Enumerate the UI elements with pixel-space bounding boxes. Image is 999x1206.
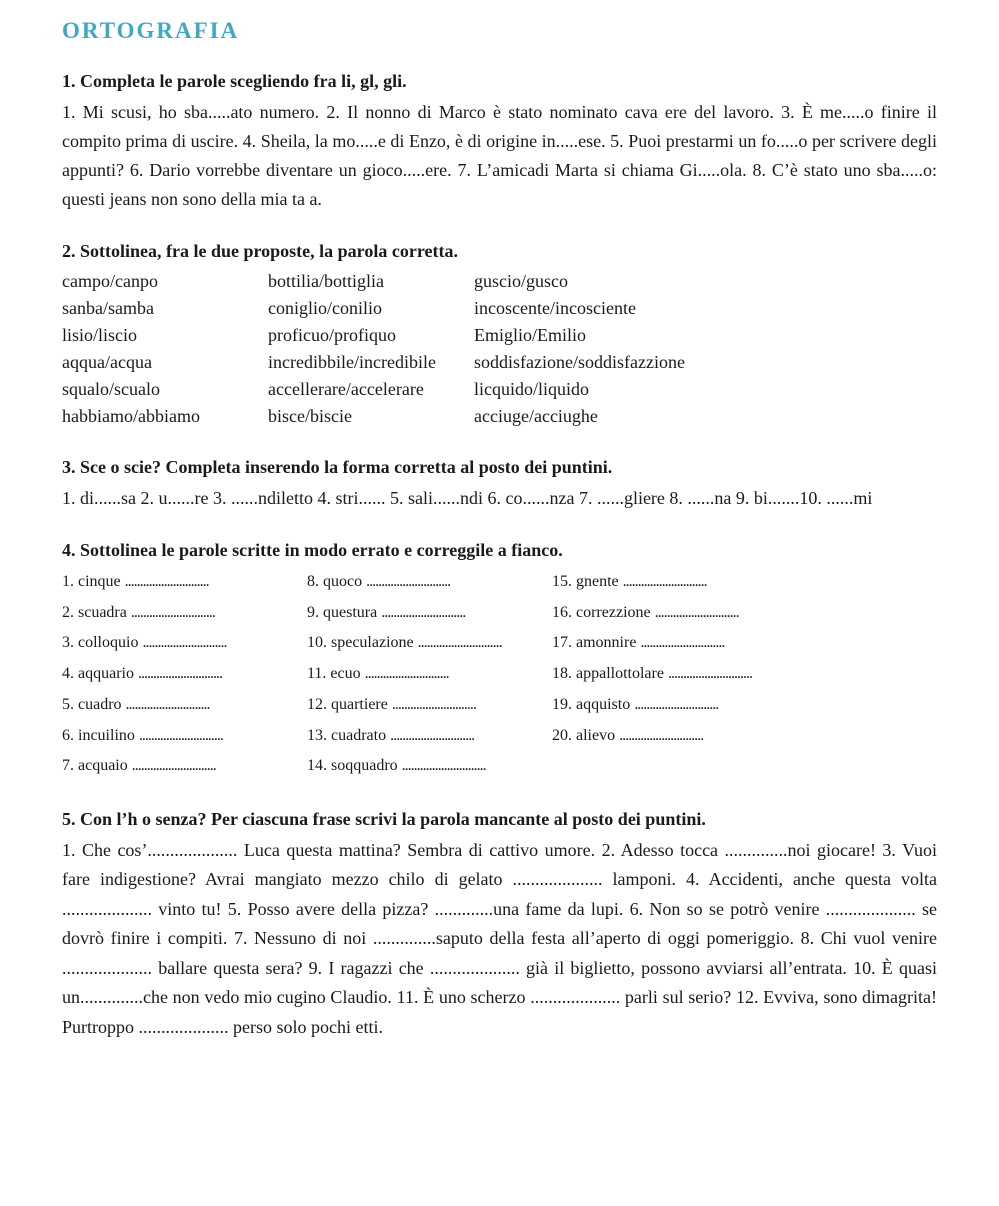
word-item: 18. appallottolare ............................ <box>552 665 752 683</box>
empty-cell <box>552 751 802 782</box>
word-item: 6. incuilino ............................ <box>62 726 223 744</box>
word-pair: Emiglio/Emilio <box>474 325 586 345</box>
word-pair: licquido/liquido <box>474 379 589 399</box>
exercise-5 <box>62 808 937 1043</box>
exercise-3 <box>62 456 937 513</box>
word-item: 1. cinque ............................ <box>62 573 209 590</box>
word-pair: guscio/gusco <box>474 271 568 291</box>
exercise-1-text: 1. Mi scusi, ho sba.....ato numero. 2. Il nonno di Marco è stato nominato cava ere del lavoro. 3. È me.....o finire il compito prima di uscire. 4. Sheila, la mo.....e di Enzo, è di origine in.....ese. 5. Puoi prestarmi un fo.....o per scrivere degli appunti? 6. Dario vorrebbe diventare un gioco.....ere. 7. L’amicadi Marta si chiama Gi.....ola. 8. C’è stato uno sba.....o: questi jeans non sono della mia ta a. <box>62 102 937 209</box>
word-item: 12. quartiere ............................ <box>307 695 476 713</box>
word-pair: squalo/scualo <box>62 379 160 399</box>
word-item: 13. cuadrato ............................ <box>307 726 475 744</box>
word-pair: campo/canpo <box>62 271 158 291</box>
word-item: 10. speculazione ............................ <box>307 634 502 652</box>
word-item: 20. alievo ............................ <box>552 726 704 744</box>
word-item: 7. acquaio ............................ <box>62 757 216 775</box>
word-item: 8. quoco ............................ <box>307 573 451 590</box>
word-pair: acciuge/acciughe <box>474 406 598 426</box>
word-pair: coniglio/conilio <box>268 298 382 318</box>
word-item: 16. correzzione ............................ <box>552 603 739 621</box>
page-title: ORTOGRAFIA <box>62 18 240 43</box>
exercise-1-heading: 1. Completa le parole scegliendo fra li, gl, gli. <box>62 71 407 91</box>
word-item: 5. cuadro ............................ <box>62 695 210 713</box>
exercise-2 <box>62 240 937 430</box>
word-pair: accellerare/accelerare <box>268 379 424 399</box>
exercise-2-word-grid <box>62 268 937 430</box>
exercise-5-heading: 5. Con l’h o senza? Per ciascuna frase scrivi la parola mancante al posto dei puntini. <box>62 808 706 829</box>
word-pair: habbiamo/abbiamo <box>62 406 200 426</box>
word-pair: bottilia/bottiglia <box>268 271 384 291</box>
exercise-3-heading: 3. Sce o scie? Completa inserendo la forma corretta al posto dei puntini. <box>62 457 613 477</box>
exercise-4-heading: 4. Sottolinea le parole scritte in modo errato e correggile a fianco. <box>62 540 563 560</box>
word-pair: sanba/samba <box>62 298 154 318</box>
word-item: 14. soqquadro ............................ <box>307 757 486 775</box>
word-item: 19. aqquisto ............................ <box>552 695 719 713</box>
word-pair: aqqua/acqua <box>62 352 152 372</box>
exercise-4 <box>62 539 937 782</box>
word-item: 3. colloquio ............................ <box>62 634 227 652</box>
word-pair: incredibbile/incredibile <box>268 352 436 372</box>
word-item: 15. gnente ............................ <box>552 573 707 590</box>
word-item: 11. ecuo ............................ <box>307 665 449 683</box>
word-pair: soddisfazione/soddisfazzione <box>474 352 685 372</box>
word-item: 2. scuadra ............................ <box>62 603 215 621</box>
word-item: 4. aqquario ............................ <box>62 665 222 683</box>
word-item: 9. questura ............................ <box>307 603 466 621</box>
exercise-5-text: 1. Che cos’.................... Luca questa mattina? Sembra di cattivo umore. 2. Adesso tocca ..............noi giocare! 3. Vuoi fare indigestione? Avrai mangiato mezzo chilo di gelato .................... lamponi. 4. Accidenti, anche questa volta .................... vinto tu! 5. Posso avere della pizza? .............una fame da lupi. 6. Non so se potrò venire .................... se dovrò finire i compiti. 7. Nessuno di noi ..............saputo della festa all’aperto di oggi pomeriggio. 8. Chi vuol venire .................... ballare questa sera? 9. I ragazzi che .................... già il biglietto, possono avviarsi all’entrata. 10. È quasi un..............che non vedo mio cugino Claudio. 11. È uno scherzo .................... parli sul serio? 12. Evviva, sono dimagrita! Purtroppo .................... perso solo pochi etti. <box>62 839 937 1037</box>
exercise-3-text: 1. di......sa 2. u......re 3. ......ndiletto 4. stri...... 5. sali......ndi 6. co......nza 7. ......gliere 8. ......na 9. bi.......10. ......mi <box>62 488 873 508</box>
word-pair: proficuo/profiquo <box>268 325 396 345</box>
word-pair: incoscente/incosciente <box>474 298 636 318</box>
word-pair: bisce/biscie <box>268 406 352 426</box>
exercise-2-heading: 2. Sottolinea, fra le due proposte, la parola corretta. <box>62 241 458 261</box>
exercise-4-word-list <box>62 567 937 782</box>
exercise-1 <box>62 70 937 214</box>
word-pair: lisio/liscio <box>62 325 138 345</box>
word-item: 17. amonnire ............................ <box>552 634 725 652</box>
